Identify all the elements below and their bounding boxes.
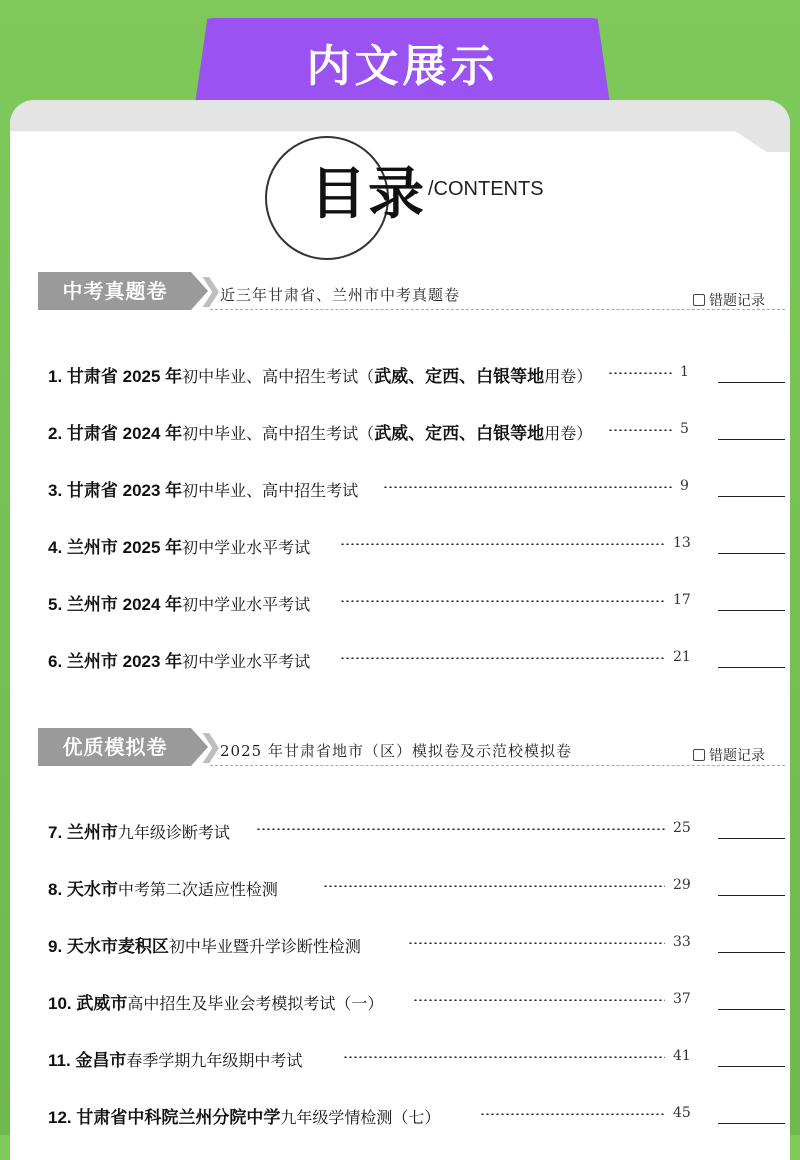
toc-row-title bbox=[48, 1103, 440, 1128]
toc-row-text: 初中学业水平考试 bbox=[182, 652, 311, 671]
leader-dots bbox=[480, 1113, 665, 1115]
toc-row-text: 高中招生及毕业会考模拟考试（一） bbox=[127, 994, 384, 1013]
page-number: 37 bbox=[673, 991, 691, 1007]
toc-row-title bbox=[48, 476, 358, 501]
toc-row-title bbox=[48, 818, 230, 843]
toc-row-bold: 6. 兰州市 2023 年 bbox=[48, 652, 183, 671]
toc-row-bold: 9. 天水市麦积区 bbox=[48, 937, 169, 956]
leader-dots bbox=[340, 600, 665, 602]
toc-row-title bbox=[48, 590, 310, 615]
toc-row-title bbox=[48, 533, 310, 558]
toc-row[interactable] bbox=[48, 1103, 788, 1133]
leader-dots bbox=[340, 543, 665, 545]
page-number: 9 bbox=[680, 478, 689, 494]
banner-title: 内文展示 bbox=[306, 41, 499, 92]
toc-row-text: 初中毕业、高中招生考试（ bbox=[182, 424, 375, 443]
toc-row[interactable] bbox=[48, 989, 788, 1019]
toc-row-bold: 11. 金昌市 bbox=[48, 1051, 127, 1070]
error-record-text: 错题记录 bbox=[709, 293, 765, 309]
toc-row-title bbox=[48, 362, 592, 387]
page-number: 33 bbox=[673, 934, 691, 950]
toc-row-text: 初中学业水平考试 bbox=[182, 595, 311, 614]
page-number: 17 bbox=[673, 592, 691, 608]
toc-row-bold: 10. 武威市 bbox=[48, 994, 128, 1013]
chevron-right-icon: ❯ bbox=[198, 273, 224, 308]
toc-row[interactable] bbox=[48, 1046, 788, 1076]
toc-row-bold: 8. 天水市 bbox=[48, 880, 118, 899]
toc-row-bold: 4. 兰州市 2025 年 bbox=[48, 538, 183, 557]
leader-dots bbox=[408, 942, 665, 944]
answer-blank bbox=[718, 610, 785, 611]
toc-row-text: 初中毕业、高中招生考试 bbox=[182, 481, 359, 500]
chevron-right-icon: ❯ bbox=[198, 729, 224, 764]
toc-row[interactable] bbox=[48, 419, 788, 449]
toc-row-text: 春季学期九年级期中考试 bbox=[126, 1051, 303, 1070]
page-number: 41 bbox=[673, 1048, 691, 1064]
answer-blank bbox=[718, 1009, 785, 1010]
toc-row[interactable] bbox=[48, 590, 788, 620]
section-description: 近三年甘肃省、兰州市中考真题卷 bbox=[220, 286, 461, 304]
toc-row[interactable] bbox=[48, 533, 788, 563]
header-band bbox=[10, 100, 790, 152]
toc-row-bold: 3. 甘肃省 2023 年 bbox=[48, 481, 183, 500]
toc-row[interactable] bbox=[48, 932, 788, 962]
toc-row-text: 中考第二次适应性检测 bbox=[117, 880, 278, 899]
section-tag-label: 中考真题卷 bbox=[62, 279, 168, 303]
section-tag-label: 优质模拟卷 bbox=[62, 735, 168, 759]
toc-row-text2: 用卷） bbox=[544, 424, 593, 443]
toc-row-bold2: 武威、定西、白银等地 bbox=[374, 367, 545, 386]
answer-blank bbox=[718, 439, 785, 440]
toc-row-text2: 用卷） bbox=[544, 367, 593, 386]
toc-row-title bbox=[48, 647, 310, 672]
answer-blank bbox=[718, 496, 785, 497]
answer-blank bbox=[718, 1066, 785, 1067]
answer-blank bbox=[718, 382, 785, 383]
page-number: 13 bbox=[673, 535, 691, 551]
leader-dots bbox=[343, 1056, 665, 1058]
answer-blank bbox=[718, 1123, 785, 1124]
page-number: 45 bbox=[673, 1105, 691, 1121]
checkbox-icon bbox=[693, 749, 705, 761]
toc-row-title bbox=[48, 1046, 302, 1071]
leader-dots bbox=[608, 372, 673, 374]
error-record-text: 错题记录 bbox=[709, 748, 765, 764]
toc-row[interactable] bbox=[48, 818, 788, 848]
toc-row-text: 九年级学情检测（七） bbox=[280, 1108, 441, 1127]
toc-subheading: /CONTENTS bbox=[428, 178, 544, 200]
leader-dots bbox=[608, 429, 673, 431]
toc-row[interactable] bbox=[48, 476, 788, 506]
content-card bbox=[10, 100, 790, 1160]
toc-row-bold: 12. 甘肃省中科院兰州分院中学 bbox=[48, 1108, 281, 1127]
leader-dots bbox=[383, 486, 673, 488]
toc-row-title bbox=[48, 932, 361, 957]
error-record-label bbox=[693, 290, 765, 310]
answer-blank bbox=[718, 895, 785, 896]
section-description: 2025 年甘肃省地市（区）模拟卷及示范校模拟卷 bbox=[220, 742, 572, 760]
leader-dots bbox=[413, 999, 665, 1001]
section-divider bbox=[210, 765, 785, 766]
toc-row-bold: 2. 甘肃省 2024 年 bbox=[48, 424, 183, 443]
leader-dots bbox=[256, 828, 666, 830]
page-number: 21 bbox=[673, 649, 691, 665]
toc-row-bold: 7. 兰州市 bbox=[48, 823, 118, 842]
toc-row[interactable] bbox=[48, 647, 788, 677]
toc-row-bold: 5. 兰州市 2024 年 bbox=[48, 595, 183, 614]
toc-row-bold2: 武威、定西、白银等地 bbox=[374, 424, 545, 443]
answer-blank bbox=[718, 838, 785, 839]
toc-row[interactable] bbox=[48, 362, 788, 392]
page-number: 29 bbox=[673, 877, 691, 893]
toc-row[interactable] bbox=[48, 875, 788, 905]
toc-row-text: 九年级诊断考试 bbox=[117, 823, 230, 842]
answer-blank bbox=[718, 667, 785, 668]
toc-row-text: 初中毕业、高中招生考试（ bbox=[182, 367, 375, 386]
answer-blank bbox=[718, 553, 785, 554]
page-number: 5 bbox=[680, 421, 689, 437]
checkbox-icon bbox=[693, 294, 705, 306]
leader-dots bbox=[323, 885, 665, 887]
page-number: 25 bbox=[673, 820, 691, 836]
toc-row-bold: 1. 甘肃省 2025 年 bbox=[48, 367, 183, 386]
toc-row-title bbox=[48, 419, 592, 444]
toc-heading: 目录 bbox=[310, 161, 426, 227]
leader-dots bbox=[340, 657, 665, 659]
toc-row-title bbox=[48, 875, 278, 900]
toc-row-title bbox=[48, 989, 383, 1014]
error-record-label bbox=[693, 745, 765, 765]
answer-blank bbox=[718, 952, 785, 953]
page-number: 1 bbox=[680, 364, 689, 380]
toc-row-text: 初中毕业暨升学诊断性检测 bbox=[168, 937, 361, 956]
toc-row-text: 初中学业水平考试 bbox=[182, 538, 311, 557]
